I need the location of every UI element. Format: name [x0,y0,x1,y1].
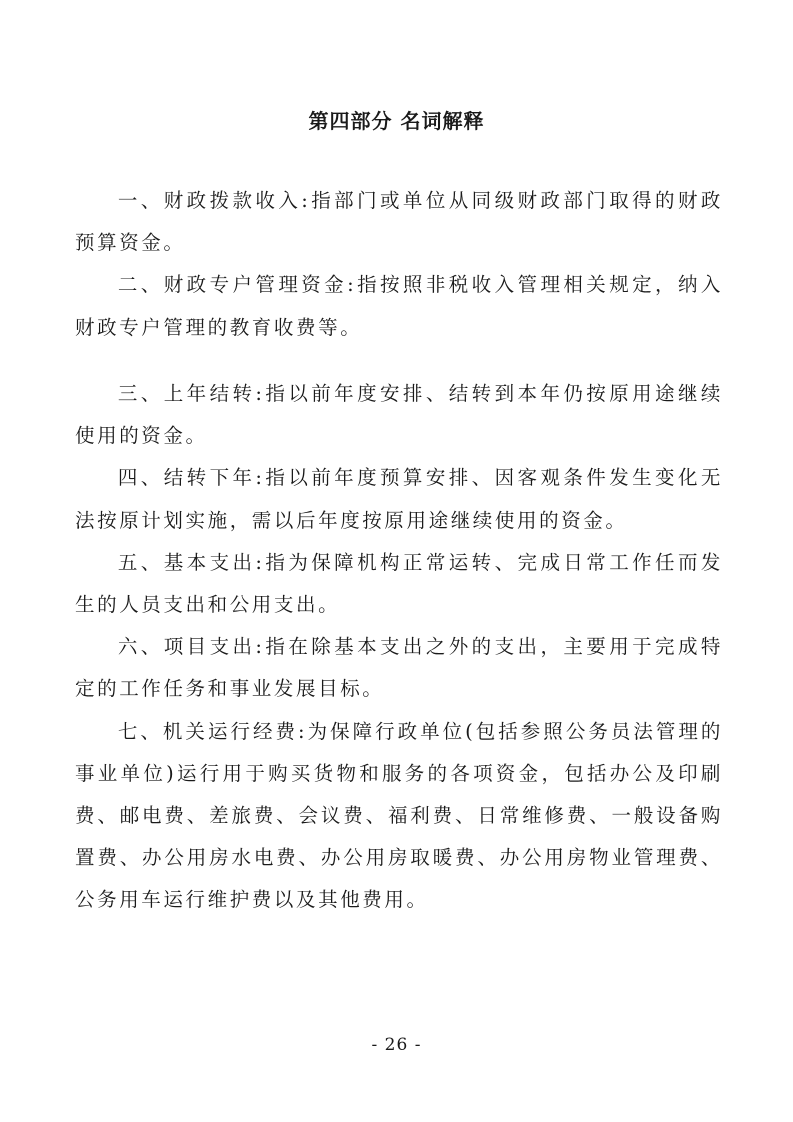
definition-paragraph-3: 三、上年结转:指以前年度安排、结转到本年仍按原用途继续使用的资金。 [75,382,723,448]
definitions-block-1 [75,180,723,349]
definition-paragraph-4: 四、结转下年:指以前年度预算安排、因客观条件发生变化无法按原计划实施，需以后年度按原用途继续使用的资金。 [75,466,723,532]
definition-paragraph-7: 七、机关运行经费:为保障行政单位(包括参照公务员法管理的事业单位)运行用于购买货物和服务的各项资金，包括办公及印刷费、邮电费、差旅费、会议费、福利费、日常维修费、一般设备购置费、办公用房水电费、办公用房取暖费、办公用房物业管理费、公务用车运行维护费以及其他费用。 [75,719,723,912]
section-title: 第四部分 名词解释 [308,109,485,133]
definition-paragraph-6: 六、项目支出:指在除基本支出之外的支出，主要用于完成特定的工作任务和事业发展目标。 [75,635,723,701]
definition-paragraph-1: 一、财政拨款收入:指部门或单位从同级财政部门取得的财政预算资金。 [75,189,723,255]
definition-paragraph-2: 二、财政专户管理资金:指按照非税收入管理相关规定，纳入财政专户管理的教育收费等。 [75,273,723,339]
definition-paragraph-5: 五、基本支出:指为保障机构正常运转、完成日常工作任而发生的人员支出和公用支出。 [75,550,723,617]
definitions-block-2 [75,373,723,922]
page-number: - 26 - [371,1035,422,1055]
